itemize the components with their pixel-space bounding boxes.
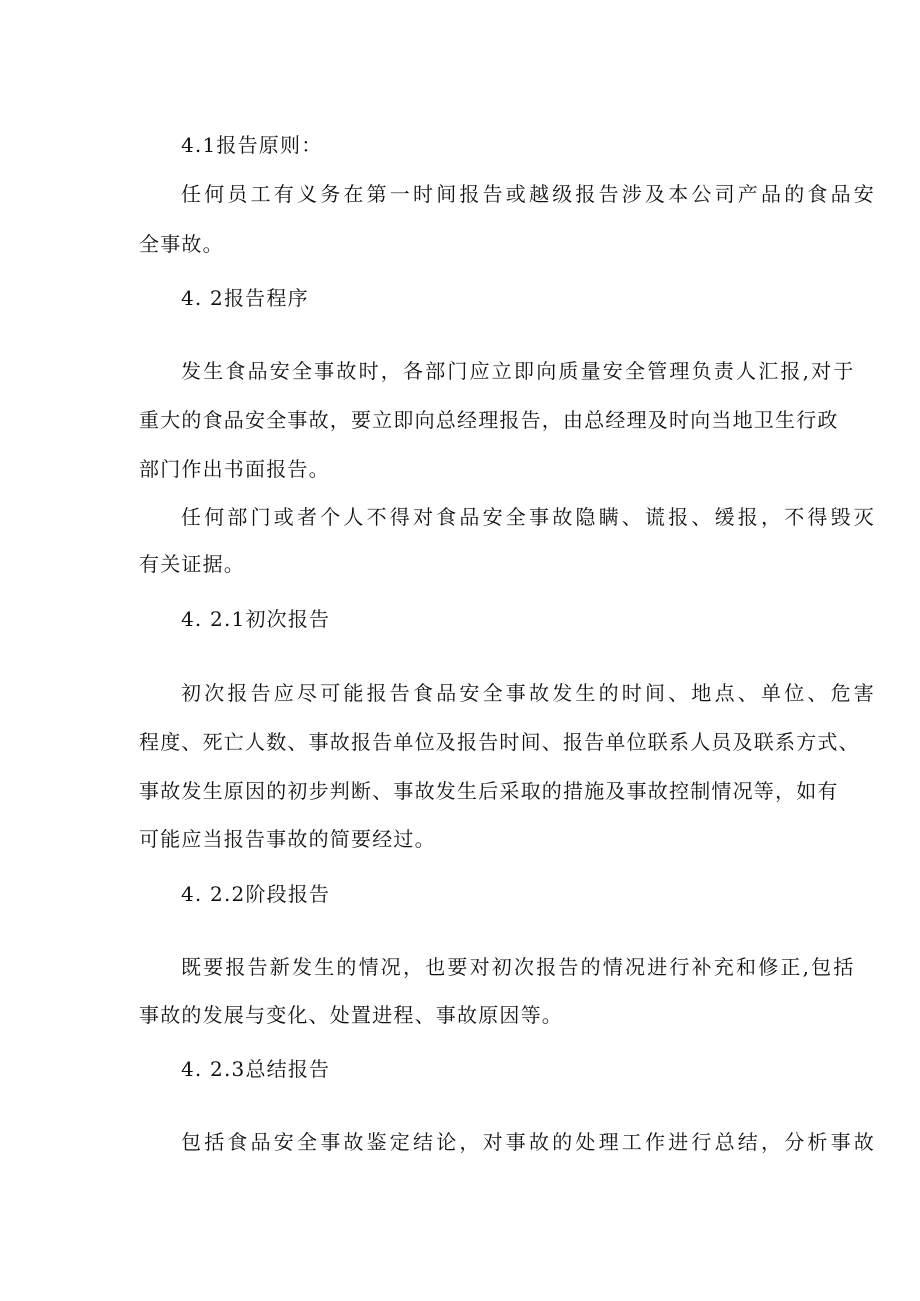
paragraph-line: 既要报告新发生的情况，也要对初次报告的情况进行补充和修正,包括: [181, 955, 856, 979]
paragraph-line: 任何员工有义务在第一时间报告或越级报告涉及本公司产品的食品安: [181, 182, 877, 206]
paragraph-line: 包括食品安全事故鉴定结论，对事故的处理工作进行总结，分析事故: [181, 1130, 877, 1154]
paragraph-line: 任何部门或者个人不得对食品安全事故隐瞒、谎报、缓报，不得毁灭: [181, 505, 877, 529]
paragraph-line: 事故发生原因的初步判断、事故发生后采取的措施及事故控制情况等，如有: [139, 779, 839, 803]
heading-4-2-3: 4. 2.3总结报告: [181, 1057, 331, 1081]
paragraph-line: 初次报告应尽可能报告食品安全事故发生的时间、地点、单位、危害: [181, 681, 877, 705]
paragraph-line: 可能应当报告事故的简要经过。: [139, 827, 436, 851]
heading-4-1: 4.1报告原则：: [181, 133, 323, 157]
paragraph-line: 发生食品安全事故时，各部门应立即向质量安全管理负责人汇报,对于: [181, 359, 856, 383]
paragraph-line: 有关证据。: [139, 552, 245, 576]
paragraph-line: 事故的发展与变化、处置进程、事故原因等。: [139, 1003, 563, 1027]
paragraph-line: 程度、死亡人数、事故报告单位及报告时间、报告单位联系人员及联系方式、: [139, 730, 860, 754]
paragraph-line: 重大的食品安全事故，要立即向总经理报告，由总经理及时向当地卫生行政: [139, 408, 839, 432]
paragraph-line: 部门作出书面报告。: [139, 457, 330, 481]
heading-4-2: 4. 2报告程序: [181, 286, 309, 310]
heading-4-2-2: 4. 2.2阶段报告: [181, 882, 331, 906]
paragraph-line: 全事故。: [139, 232, 224, 256]
heading-4-2-1: 4. 2.1初次报告: [181, 607, 331, 631]
